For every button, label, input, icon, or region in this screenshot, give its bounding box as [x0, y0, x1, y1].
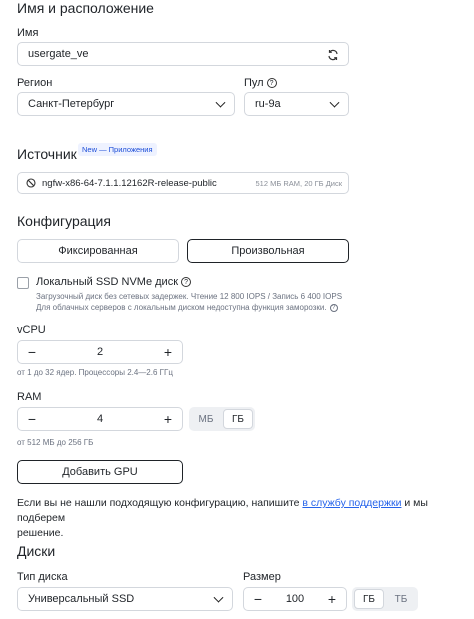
refresh-icon[interactable]: [327, 49, 339, 61]
pool-select[interactable]: [244, 92, 349, 116]
disk-size-increment-button[interactable]: +: [327, 591, 337, 607]
ram-unit-toggle: [189, 407, 255, 431]
vcpu-decrement-button[interactable]: −: [27, 344, 37, 360]
pool-label: [244, 77, 277, 89]
chevron-down-icon: [216, 98, 226, 108]
source-image-meta: 512 МБ RAM, 20 ГБ Диск: [255, 178, 342, 188]
region-select-value: Санкт-Петербург: [28, 98, 115, 110]
pool-label-text: Пул: [244, 77, 264, 89]
support-message: [17, 496, 457, 541]
tab-fixed[interactable]: Фиксированная: [17, 239, 179, 263]
ram-decrement-button[interactable]: −: [27, 411, 37, 427]
disk-type-label: Тип диска: [17, 571, 68, 583]
local-ssd-checkbox[interactable]: [17, 277, 29, 289]
new-apps-badge[interactable]: New — Приложения: [78, 143, 157, 156]
disk-size-label: Размер: [243, 571, 281, 583]
ram-stepper[interactable]: [17, 407, 183, 431]
chevron-down-icon: [214, 593, 224, 603]
source-image-select[interactable]: [17, 172, 349, 194]
vcpu-increment-button[interactable]: +: [163, 344, 173, 360]
chevron-down-icon: [330, 98, 340, 108]
disk-unit-gb[interactable]: ГБ: [354, 589, 384, 609]
section-title-name-location: Имя и расположение: [17, 0, 154, 16]
local-ssd-label: [36, 276, 191, 288]
disk-type-select[interactable]: [17, 587, 233, 611]
vcpu-value[interactable]: 2: [96, 346, 104, 358]
vcpu-label: vCPU: [17, 324, 46, 336]
local-ssd-hint-line-2: [36, 303, 342, 314]
local-ssd-hint-line-2-text: Для облачных серверов с локальным диском недоступна функция заморозки.: [36, 302, 327, 312]
add-gpu-button[interactable]: Добавить GPU: [17, 460, 183, 484]
vcpu-hint: от 1 до 32 ядер. Процессоры 2.4—2.6 ГГц: [17, 368, 173, 377]
name-input[interactable]: [17, 42, 349, 66]
support-link[interactable]: в службу поддержки: [302, 497, 402, 509]
pool-select-value: ru-9a: [255, 98, 281, 110]
name-input-value: usergate_ve: [28, 48, 89, 60]
ram-label: RAM: [17, 391, 42, 403]
name-label: Имя: [17, 27, 39, 39]
ram-hint: от 512 МБ до 256 ГБ: [17, 438, 94, 447]
section-title-disks: Диски: [17, 543, 56, 559]
disk-size-stepper[interactable]: [243, 587, 347, 611]
disk-unit-tb[interactable]: ТБ: [394, 593, 408, 605]
support-text-2: и мы подберем: [17, 497, 428, 524]
section-title-source: Источник: [17, 146, 77, 162]
disk-size-value[interactable]: 100: [285, 593, 305, 605]
region-label: Регион: [17, 77, 53, 89]
no-entry-icon: [26, 178, 36, 188]
source-image-name: ngfw-x86-64-7.1.1.12162R-release-public: [42, 177, 217, 189]
disk-size-unit-toggle: [352, 587, 418, 611]
local-ssd-hint-line-1: Загрузочный диск без сетевых задержек. Чтение 12 800 IOPS / Запись 6 400 IOPS: [36, 292, 343, 301]
help-icon[interactable]: ?: [330, 304, 338, 312]
ram-value[interactable]: 4: [96, 413, 104, 425]
local-ssd-label-text: Локальный SSD NVMe диск: [36, 276, 179, 288]
section-title-config: Конфигурация: [17, 213, 111, 229]
ram-unit-gb[interactable]: ГБ: [223, 409, 253, 429]
help-icon[interactable]: ?: [267, 78, 277, 88]
tab-custom[interactable]: Произвольная: [187, 239, 349, 263]
support-text-1: Если вы не нашли подходящую конфигурацию, напишите: [17, 497, 303, 509]
ram-increment-button[interactable]: +: [163, 411, 173, 427]
disk-type-select-value: Универсальный SSD: [28, 593, 135, 605]
local-ssd-hint: [36, 292, 342, 314]
vcpu-stepper[interactable]: [17, 340, 183, 364]
help-icon[interactable]: ?: [181, 277, 191, 287]
support-text-3: решение.: [17, 527, 64, 539]
region-select[interactable]: [17, 92, 235, 116]
ram-unit-mb[interactable]: МБ: [198, 413, 214, 425]
disk-size-decrement-button[interactable]: −: [253, 591, 263, 607]
